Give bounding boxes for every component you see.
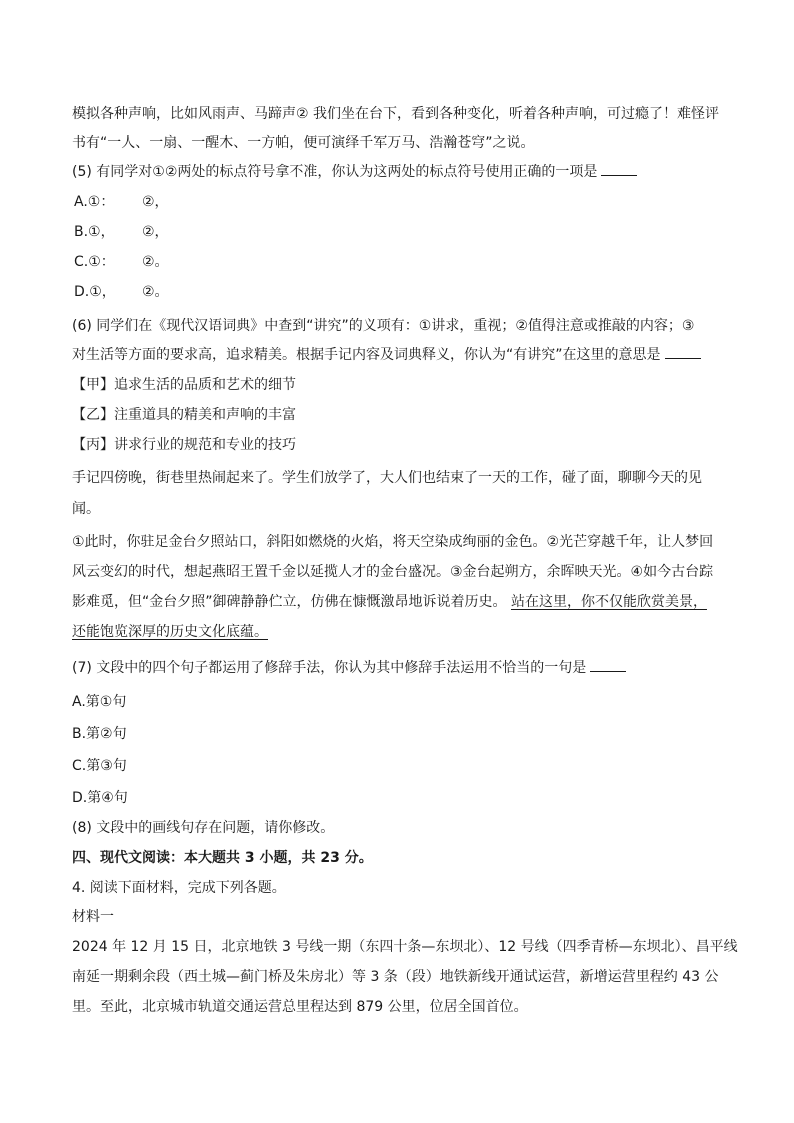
- material-1-line-3: 里。至此，北京城市轨道交通运营总里程达到 879 公里，位居全国首位。: [72, 999, 528, 1015]
- answer-blank[interactable]: [665, 346, 701, 359]
- passage-line-2: 风云变幻的时代，想起燕昭王置千金以延揽人才的金台盛况。③金台起朔方，余晖映天光。④如今古台踪: [72, 564, 714, 580]
- passage-line-3-text: 影难觅，但“金台夕照”御碑静静伫立，仿佛在慷慨激昂地诉说着历史。: [72, 594, 507, 610]
- question-8-stem: (8) 文段中的画线句存在问题，请你修改。: [72, 820, 335, 836]
- underlined-sentence-part-2: 还能饱览深厚的历史文化底蕴。: [72, 624, 268, 640]
- q7-option-c[interactable]: C.第③句: [72, 758, 127, 774]
- q5-option-b-part2: ②，: [142, 224, 169, 240]
- question-7-text: (7) 文段中的四个句子都运用了修辞手法，你认为其中修辞手法运用不恰当的一句是: [72, 660, 587, 676]
- q5-option-a[interactable]: [74, 192, 169, 212]
- q5-option-c[interactable]: [74, 252, 169, 272]
- intro-line-1: 模拟各种声响，比如风雨声、马蹄声② 我们坐在台下，看到各种变化，听着各种声响，可过瘾了！难怪评: [72, 106, 719, 122]
- q7-option-a[interactable]: A.第①句: [72, 694, 127, 710]
- question-5-text: (5) 有同学对①②两处的标点符号拿不准，你认为这两处的标点符号使用正确的一项是: [72, 164, 598, 180]
- q6-option-bing[interactable]: 【丙】讲求行业的规范和专业的技巧: [72, 437, 296, 453]
- question-5-stem: [72, 162, 637, 182]
- q5-option-c-part1: C.①：: [74, 254, 115, 270]
- q5-option-c-part2: ②。: [142, 254, 169, 270]
- q7-option-b[interactable]: B.第②句: [72, 726, 127, 742]
- section-4-title: 四、现代文阅读：本大题共 3 小题，共 23 分。: [72, 850, 373, 866]
- note4-line-2: 闻。: [72, 501, 100, 517]
- intro-line-2: 书有“一人、一扇、一醒木、一方帕，便可演绎千军万马、浩瀚苍穹”之说。: [72, 135, 535, 151]
- underlined-sentence-part-1: 站在这里，你不仅能欣赏美景，: [510, 594, 707, 610]
- q5-option-a-part1: A.①：: [74, 194, 115, 210]
- q5-option-d-part2: ②。: [142, 284, 169, 300]
- q6-option-jia[interactable]: 【甲】追求生活的品质和艺术的细节: [72, 377, 296, 393]
- q5-option-d-part1: D.①，: [74, 284, 116, 300]
- q6-option-yi[interactable]: 【乙】注重道具的精美和声响的丰富: [72, 407, 296, 423]
- material-1-line-1: 2024 年 12 月 15 日，北京地铁 3 号线一期（东四十条—东坝北）、12 号线（四季青桥—东坝北）、昌平线: [72, 939, 738, 955]
- answer-blank[interactable]: [601, 163, 637, 176]
- q5-option-a-part2: ②，: [142, 194, 169, 210]
- passage-line-1: ①此时，你驻足金台夕照站口，斜阳如燃烧的火焰，将天空染成绚丽的金色。②光芒穿越千年，让人梦回: [72, 534, 714, 550]
- answer-blank[interactable]: [590, 659, 626, 672]
- material-1-line-2: 南延一期剩余段（西土城—蓟门桥及朱房北）等 3 条（段）地铁新线开通试运营，新增运营里程约 43 公: [72, 969, 719, 985]
- question-7-stem: [72, 658, 626, 678]
- q5-option-b-part1: B.①，: [74, 224, 115, 240]
- question-6-line-2: [72, 345, 701, 365]
- question-4-stem: 4. 阅读下面材料，完成下列各题。: [72, 880, 286, 896]
- note4-line-1: 手记四傍晚，街巷里热闹起来了。学生们放学了，大人们也结束了一天的工作，碰了面，聊聊今天的见: [72, 470, 702, 486]
- passage-line-4: [72, 622, 268, 642]
- q5-option-b[interactable]: [74, 222, 169, 242]
- q7-option-d[interactable]: D.第④句: [72, 790, 128, 806]
- material-1-title: 材料一: [72, 909, 114, 925]
- q5-option-d[interactable]: [74, 282, 169, 302]
- question-6-line-1: (6) 同学们在《现代汉语词典》中查到“讲究”的义项有：①讲求，重视；②值得注意或推敲的内容；③: [72, 318, 695, 334]
- passage-line-3: [72, 592, 707, 612]
- question-6-text: 对生活等方面的要求高，追求精美。根据手记内容及词典释义，你认为“有讲究”在这里的意思是: [72, 347, 661, 363]
